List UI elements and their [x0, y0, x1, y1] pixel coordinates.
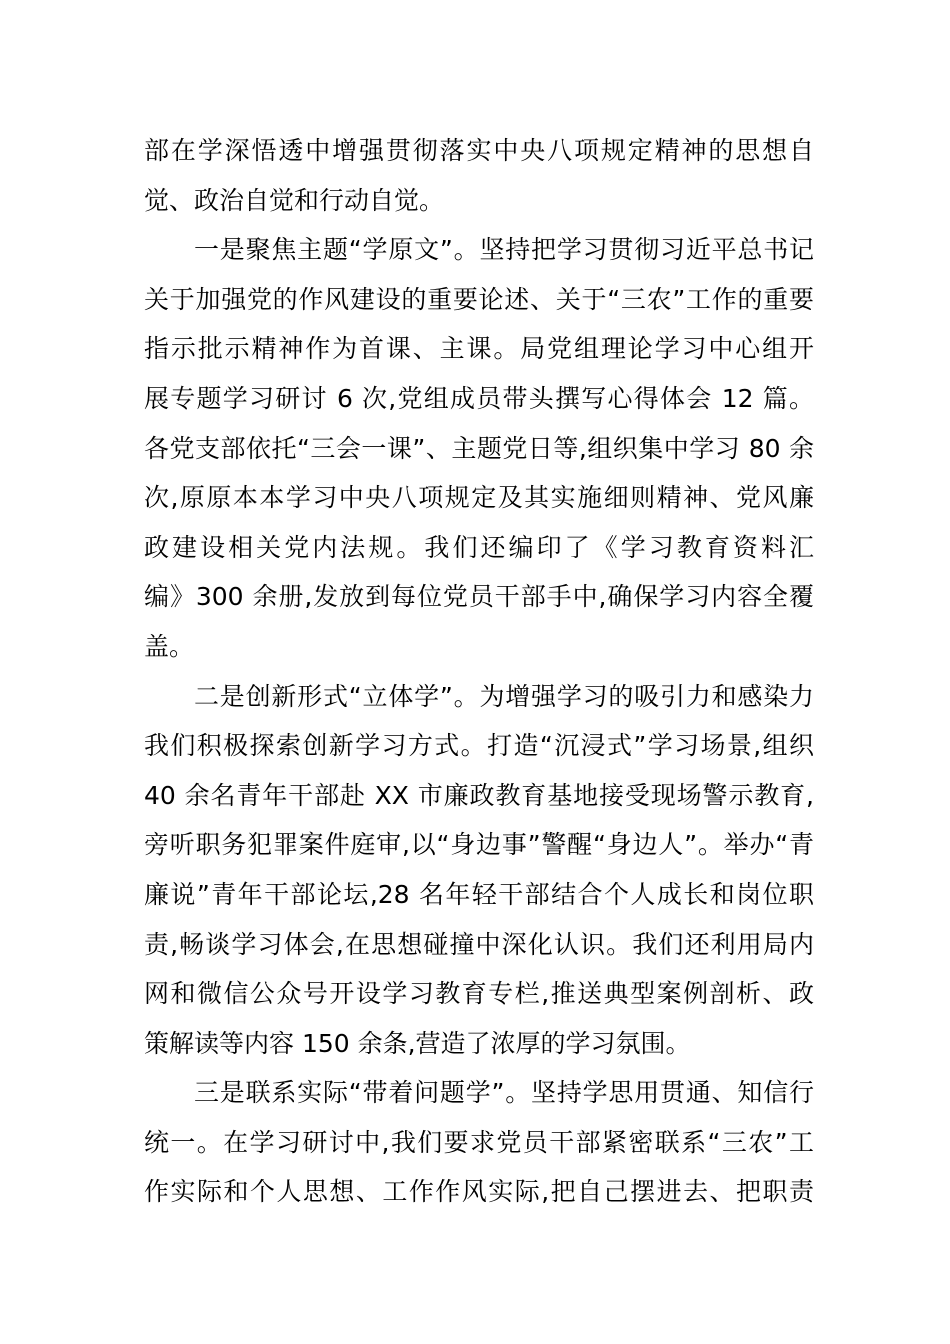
text-line: 旁听职务犯罪案件庭审,以“身边事”警醒“身边人”。举办“青 — [144, 830, 814, 860]
text-line: 策解读等内容 150 余条,营造了浓厚的学习氛围。 — [144, 1028, 691, 1058]
paragraph-first-line: 三是联系实际“带着问题学”。坚持学思用贯通、知信行 — [194, 1078, 814, 1108]
text-line: 政建设相关党内法规。我们还编印了《学习教育资料汇 — [144, 532, 814, 562]
text-line: 40 余名青年干部赴 XX 市廉政教育基地接受现场警示教育, — [144, 780, 814, 810]
text-line: 我们积极探索创新学习方式。打造“沉浸式”学习场景,组织 — [144, 731, 814, 761]
text-line: 次,原原本本学习中央八项规定及其实施细则精神、党风廉 — [144, 483, 814, 513]
text-line: 展专题学习研讨 6 次,党组成员带头撰写心得体会 12 篇。 — [144, 383, 814, 413]
text-line: 网和微信公众号开设学习教育专栏,推送典型案例剖析、政 — [144, 979, 814, 1009]
text-line: 各党支部依托“三会一课”、主题党日等,组织集中学习 80 余 — [144, 433, 814, 463]
text-line: 部在学深悟透中增强贯彻落实中央八项规定精神的思想自 — [144, 136, 814, 165]
text-line: 指示批示精神作为首课、主课。局党组理论学习中心组开 — [144, 334, 814, 364]
text-line: 盖。 — [144, 631, 195, 661]
text-line: 觉、政治自觉和行动自觉。 — [144, 185, 445, 215]
text-line: 统一。在学习研讨中,我们要求党员干部紧密联系“三农”工 — [144, 1127, 814, 1157]
text-line: 作实际和个人思想、工作作风实际,把自己摆进去、把职责 — [144, 1177, 814, 1207]
text-line: 廉说”青年干部论坛,28 名年轻干部结合个人成长和岗位职 — [144, 879, 814, 909]
text-line: 关于加强党的作风建设的重要论述、关于“三农”工作的重要 — [144, 284, 814, 314]
paragraph-first-line: 一是聚焦主题“学原文”。坚持把学习贯彻习近平总书记 — [194, 235, 814, 265]
body-text — [144, 126, 814, 1217]
text-line: 责,畅谈学习体会,在思想碰撞中深化认识。我们还利用局内 — [144, 929, 814, 959]
paragraph-first-line: 二是创新形式“立体学”。为增强学习的吸引力和感染力 — [194, 681, 814, 711]
text-line: 编》300 余册,发放到每位党员干部手中,确保学习内容全覆 — [144, 582, 814, 612]
